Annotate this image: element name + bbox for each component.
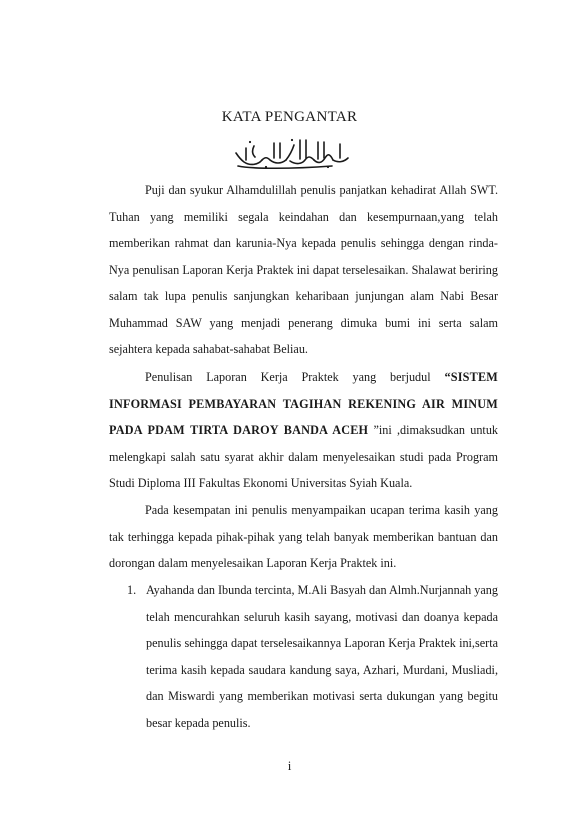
paragraph-report-title-outro: ”ini ,dimaksudkan untuk melengkapi salah satu syarat akhir dalam menyelesaikan studi pada Program Studi Diploma III Fakultas Ekonomi Universitas Syiah Kuala. (109, 423, 499, 490)
page-title: KATA PENGANTAR (221, 109, 358, 125)
paragraph-opening (109, 177, 498, 363)
basmala-calligraphy (232, 136, 352, 172)
list-item-number: 1. (127, 583, 137, 597)
list-item-text: Ayahanda dan Ibunda tercinta, M.Ali Basyah dan Almh.Nurjannah yang telah mencurahkan seluruh kasih sayang, motivasi dan doanya kepada penulis sehingga dapat terselesaikannya Laporan Kerja Praktek ini,serta terima kasih kepada saudara kandung saya, Azhari, Murdani, Musliadi, dan Miswardi yang memberikan motivasi serta dukungan yang begitu besar kepada penulis. (146, 583, 498, 730)
report-title-bold: “SISTEM INFORMASI PEMBAYARAN TAGIHAN REKENING AIR MINUM PADA PDAM TIRTA DAROY BANDA ACEH (109, 370, 498, 437)
paragraph-report-title (109, 364, 498, 497)
paragraph-report-title-intro: Penulisan Laporan Kerja Praktek yang berjudul (145, 370, 445, 384)
paragraph-opening-text: Puji dan syukur Alhamdulillah penulis panjatkan kehadirat Allah SWT. Tuhan yang memiliki segala keindahan dan kesempurnaan,yang telah memberikan rahmat dan karunia-Nya kepada penulis sehingga dengan rinda-Nya penulisan Laporan Kerja Praktek ini dapat terselesaikan. Shalawat beriring salam tak lupa penulis sanjungkan keharibaan junjungan alam Nabi Besar Muhammad SAW yang menjadi penerang dimuka bumi ini serta salam sejahtera kepada sahabat-sahabat Beliau. (109, 183, 498, 356)
paragraph-thanks (109, 497, 498, 577)
paragraph-thanks-text: Pada kesempatan ini penulis menyampaikan ucapan terima kasih yang tak terhingga kepada pihak-pihak yang telah banyak memberikan bantuan dan dorongan dalam menyelesaikan Laporan Kerja Praktek ini. (109, 503, 498, 570)
page-number: i (287, 758, 292, 773)
